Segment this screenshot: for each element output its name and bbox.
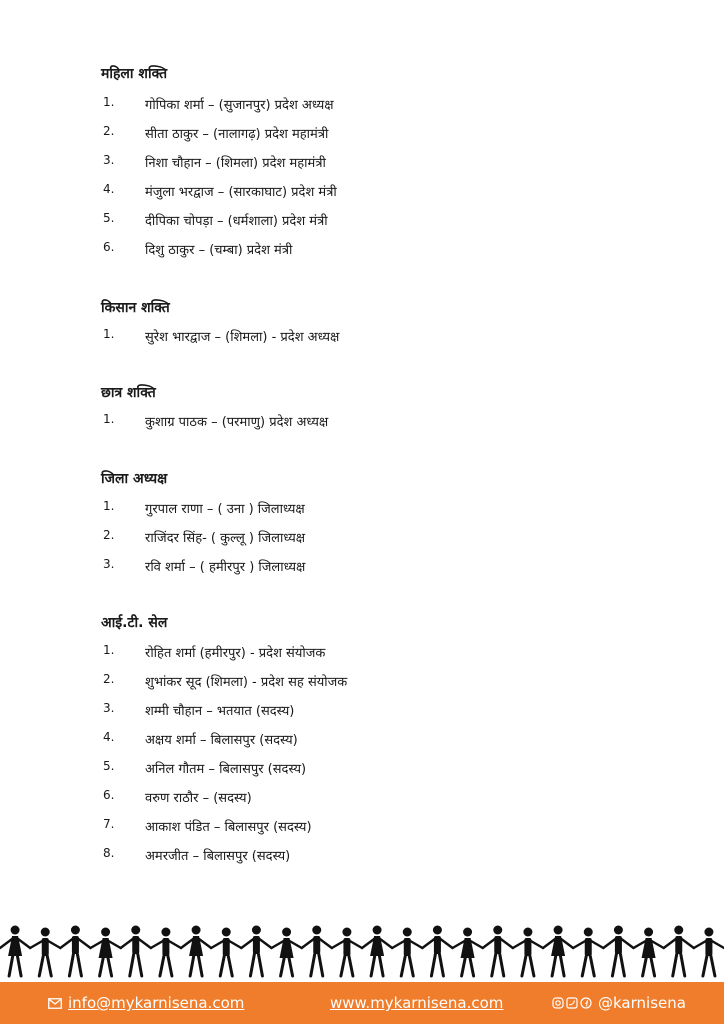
item-number: 1. (103, 412, 115, 426)
person-silhouette (241, 926, 271, 977)
item-number: 8. (103, 846, 115, 860)
item-number: 6. (103, 788, 115, 802)
item-text: गोपिका शर्मा – (सुजानपुर) प्रदेश अध्यक्ष (145, 98, 334, 113)
item-text: आकाश पंडित – बिलासपुर (सदस्य) (145, 820, 312, 835)
person-silhouette (453, 928, 483, 977)
item-number: 1. (103, 499, 115, 513)
person-silhouette (30, 928, 60, 977)
person-silhouette (603, 926, 633, 977)
person-silhouette (543, 926, 573, 977)
person-silhouette (181, 926, 211, 977)
item-text: रवि शर्मा – ( हमीरपुर ) जिलाध्यक्ष (145, 560, 306, 575)
item-text: शुभांकर सूद (शिमला) - प्रदेश सह संयोजक (145, 675, 348, 690)
item-text: सीता ठाकुर – (नालागढ़) प्रदेश महामंत्री (145, 127, 329, 142)
person-silhouette (91, 928, 121, 977)
footer-email[interactable] (48, 994, 244, 1012)
item-text: दिशु ठाकुर – (चम्बा) प्रदेश मंत्री (145, 243, 293, 258)
facebook-icon[interactable] (580, 997, 592, 1009)
person-silhouette (573, 928, 603, 977)
item-text: अक्षय शर्मा – बिलासपुर (सदस्य) (145, 733, 298, 748)
people-chain-illustration (0, 918, 724, 980)
item-number: 1. (103, 643, 115, 657)
item-text: अनिल गौतम – बिलासपुर (सदस्य) (145, 762, 307, 777)
person-silhouette (634, 928, 664, 977)
item-text: वरुण राठौर – (सदस्य) (145, 791, 252, 806)
person-silhouette (332, 928, 362, 977)
item-number: 3. (103, 701, 115, 715)
person-silhouette (422, 926, 452, 977)
instagram-icon[interactable] (552, 997, 564, 1009)
item-number: 4. (103, 182, 115, 196)
item-number: 1. (103, 327, 115, 341)
item-text: दीपिका चोपड़ा – (धर्मशाला) प्रदेश मंत्री (145, 214, 328, 229)
section-title-chhatra-shakti: छात्र शक्ति (101, 385, 156, 401)
section-title-mahila-shakti: महिला शक्ति (101, 66, 168, 82)
item-text: अमरजीत – बिलासपुर (सदस्य) (145, 849, 291, 864)
item-text: शम्मी चौहान – भतयात (सदस्य) (145, 704, 295, 719)
item-number: 7. (103, 817, 115, 831)
item-number: 4. (103, 730, 115, 744)
item-number: 2. (103, 528, 115, 542)
footer-social-handle: @karnisena (598, 994, 686, 1012)
footer-email-link[interactable]: info@mykarnisena.com (68, 994, 245, 1012)
person-silhouette (0, 926, 30, 977)
section-title-it-cell: आई.टी. सेल (101, 615, 168, 631)
person-silhouette (151, 928, 181, 977)
item-text: राजिंदर सिंह- ( कुल्लू ) जिलाध्यक्ष (145, 531, 306, 546)
person-silhouette (694, 928, 724, 977)
section-title-jila-adhyaksh: जिला अध्यक्ष (101, 471, 168, 487)
item-number: 5. (103, 759, 115, 773)
item-text: रोहित शर्मा (हमीरपुर) - प्रदेश संयोजक (145, 646, 326, 661)
item-number: 2. (103, 124, 115, 138)
footer-social (552, 994, 686, 1012)
item-number: 3. (103, 557, 115, 571)
item-number: 2. (103, 672, 115, 686)
item-number: 1. (103, 95, 115, 109)
item-number: 5. (103, 211, 115, 225)
section-title-kisan-shakti: किसान शक्ति (101, 300, 170, 316)
person-silhouette (392, 928, 422, 977)
person-silhouette (483, 926, 513, 977)
item-text: सुरेश भारद्वाज – (शिमला) - प्रदेश अध्यक्ष (145, 330, 340, 345)
item-text: मंजुला भरद्वाज – (सारकाघाट) प्रदेश मंत्री (145, 185, 337, 200)
item-text: गुरपाल राणा – ( उना ) जिलाध्यक्ष (145, 502, 305, 517)
person-silhouette (211, 928, 241, 977)
person-silhouette (121, 926, 151, 977)
item-number: 6. (103, 240, 115, 254)
person-silhouette (664, 926, 694, 977)
twitter-icon[interactable] (566, 997, 578, 1009)
social-icons (552, 997, 592, 1009)
item-text: कुशाग्र पाठक – (परमाणु) प्रदेश अध्यक्ष (145, 415, 329, 430)
envelope-icon (48, 998, 62, 1009)
item-number: 3. (103, 153, 115, 167)
item-text: निशा चौहान – (शिमला) प्रदेश महामंत्री (145, 156, 326, 171)
person-silhouette (272, 928, 302, 977)
person-silhouette (362, 926, 392, 977)
person-silhouette (302, 926, 332, 977)
person-silhouette (513, 928, 543, 977)
person-silhouette (60, 926, 90, 977)
footer-website-link[interactable]: www.mykarnisena.com (330, 994, 504, 1012)
footer-bar (0, 982, 724, 1024)
